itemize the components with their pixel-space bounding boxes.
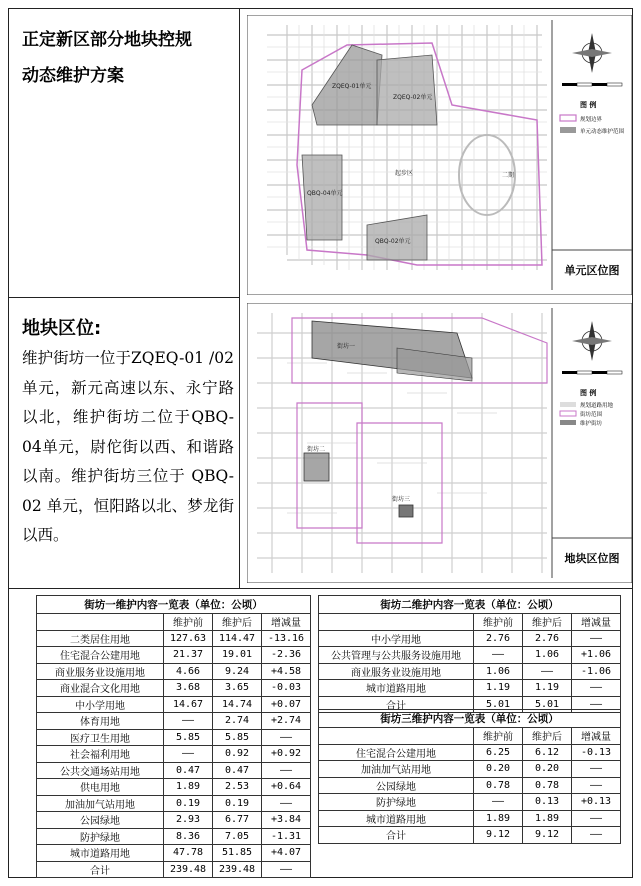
land-use-cell: 体育用地 [37,713,164,730]
page-title [22,22,237,94]
value-cell: +0.64 [262,779,311,796]
value-cell: +4.07 [262,845,311,862]
map2-legend-title: 图 例 [580,389,597,397]
map1-label-qibu: 起步区 [395,170,414,177]
map1-label-zqeq02: ZQEQ-02单元 [393,94,433,101]
value-cell: 3.68 [164,680,213,697]
value-cell: 5.85 [164,729,213,746]
value-cell: 6.77 [213,812,262,829]
table-header-cell: 维护后 [523,614,572,631]
land-use-cell: 供电用地 [37,779,164,796]
value-cell: +1.06 [572,647,621,664]
location-cell [8,298,240,588]
table-row [37,647,311,664]
value-cell: —— [164,746,213,763]
map1-caption: 单元区位图 [564,264,620,277]
value-cell: —— [572,696,621,713]
value-cell: 19.01 [213,647,262,664]
table-row [319,680,621,697]
value-cell: 6.25 [474,744,523,761]
value-cell: 1.19 [523,680,572,697]
value-cell: —— [262,861,311,878]
map2-label-block1: 街坊一 [337,343,356,350]
land-use-cell: 防护绿地 [319,794,474,811]
table-row [37,861,311,878]
value-cell: 2.76 [523,630,572,647]
map1-legend-boundary: 规划边界 [580,117,603,123]
land-use-cell: 加油加气站用地 [37,795,164,812]
table-block-two [318,595,621,713]
value-cell: 2.53 [213,779,262,796]
land-use-cell: 加油加气站用地 [319,761,474,778]
table-row [37,680,311,697]
table-block-one [36,595,311,878]
map2-label-block2: 街坊二 [307,446,326,453]
land-use-cell: 公共管理与公共服务设施用地 [319,647,474,664]
value-cell: 5.01 [523,696,572,713]
location-heading: 地块区位: [22,318,102,339]
value-cell: 9.24 [213,663,262,680]
title-line-2: 动态维护方案 [22,66,124,86]
land-use-cell: 公园绿地 [319,777,474,794]
table-row [319,663,621,680]
land-use-cell: 商业服务业设施用地 [37,663,164,680]
parcel-location-map [247,303,632,583]
table-row [37,696,311,713]
land-use-cell: 公共交通场站用地 [37,762,164,779]
land-use-cell: 住宅混合公建用地 [319,744,474,761]
value-cell: —— [164,713,213,730]
title-line-1: 正定新区部分地块控规 [22,30,192,50]
table-row [319,794,621,811]
value-cell: 14.67 [164,696,213,713]
scale-bar [562,371,622,374]
value-cell: —— [474,794,523,811]
value-cell: -0.03 [262,680,311,697]
value-cell: +2.74 [262,713,311,730]
value-cell: —— [523,663,572,680]
value-cell: —— [572,827,621,844]
land-use-cell: 社会福利用地 [37,746,164,763]
value-cell: —— [262,729,311,746]
land-use-cell: 住宅混合公建用地 [37,647,164,664]
table-row [37,729,311,746]
value-cell: +4.58 [262,663,311,680]
map2-caption: 地块区位图 [564,552,620,565]
value-cell: 9.12 [474,827,523,844]
table-header-cell: 增减量 [262,614,311,631]
value-cell: —— [474,647,523,664]
unit-zqeq-02 [377,55,437,125]
value-cell: 4.66 [164,663,213,680]
unit-qbq-04 [302,155,342,240]
value-cell: —— [572,630,621,647]
value-cell: 0.78 [523,777,572,794]
value-cell: 0.92 [213,746,262,763]
table-caption: 街坊二维护内容一览表（单位：公顷） [319,596,621,614]
value-cell: 1.89 [474,810,523,827]
table-row [37,795,311,812]
table-row [37,779,311,796]
table-row [319,630,621,647]
value-cell: 51.85 [213,845,262,862]
map1-label-erqi: 二期 [502,172,515,179]
table-row [37,845,311,862]
value-cell: 8.36 [164,828,213,845]
value-cell: 0.47 [213,762,262,779]
value-cell: 2.76 [474,630,523,647]
table-header-cell: 增减量 [572,728,621,745]
land-use-cell: 公园绿地 [37,812,164,829]
land-use-cell: 二类居住用地 [37,630,164,647]
table-row [37,713,311,730]
value-cell: 0.20 [523,761,572,778]
table-row [319,777,621,794]
value-cell: —— [262,795,311,812]
value-cell: 127.63 [164,630,213,647]
value-cell: +0.13 [572,794,621,811]
table-caption: 街坊一维护内容一览表（单位：公顷） [37,596,311,614]
value-cell: 0.13 [523,794,572,811]
value-cell: 21.37 [164,647,213,664]
land-use-cell: 合计 [319,696,474,713]
value-cell: 5.85 [213,729,262,746]
land-use-cell: 医疗卫生用地 [37,729,164,746]
map1-label-qbq02: QBQ-02单元 [375,238,411,245]
value-cell: -1.31 [262,828,311,845]
land-use-cell: 城市道路用地 [319,680,474,697]
land-use-cell: 防护绿地 [37,828,164,845]
map2-legend-maintained: 维护街坊 [580,421,603,427]
land-use-cell: 合计 [37,861,164,878]
table-row [37,663,311,680]
value-cell: 239.48 [164,861,213,878]
value-cell: 0.19 [164,795,213,812]
map1-legend-unit: 单元动态维护范围 [580,129,625,135]
value-cell: -1.06 [572,663,621,680]
value-cell: 9.12 [523,827,572,844]
table-header-cell: 维护前 [164,614,213,631]
land-use-cell: 商业混合文化用地 [37,680,164,697]
map1-legend-title: 图 例 [580,101,597,109]
table-header-cell [319,614,474,631]
table-row [319,761,621,778]
table-row [37,828,311,845]
table-header-cell: 维护前 [474,614,523,631]
value-cell: 3.65 [213,680,262,697]
value-cell: —— [262,762,311,779]
table-block-three [318,709,621,844]
value-cell: —— [572,777,621,794]
title-cell [8,8,240,298]
value-cell: 5.01 [474,696,523,713]
unit-location-map [247,15,632,295]
land-use-cell: 合计 [319,827,474,844]
tables-section [8,588,633,878]
table-header-cell: 维护后 [523,728,572,745]
value-cell: 7.05 [213,828,262,845]
table-caption: 街坊三维护内容一览表（单位：公顷） [319,710,621,728]
value-cell: 1.06 [523,647,572,664]
value-cell: —— [572,810,621,827]
land-use-cell: 中小学用地 [319,630,474,647]
land-use-cell: 中小学用地 [37,696,164,713]
table-row [37,630,311,647]
value-cell: -2.36 [262,647,311,664]
value-cell: -13.16 [262,630,311,647]
location-description: 维护街坊一位于ZQEQ-01 /02单元，新元高速以东、永宁路以北，维护街坊二位于QBQ-04单元，尉佗街以西、和谐路以南。维护街坊三位于 QBQ-02 单元，恒阳路以北、梦龙街以西。 [22,349,234,544]
value-cell: 114.47 [213,630,262,647]
value-cell: 1.06 [474,663,523,680]
map1-label-qbq04: QBQ-04单元 [307,190,343,197]
block-two [304,453,329,481]
value-cell: 6.12 [523,744,572,761]
table-row [319,744,621,761]
value-cell: 0.19 [213,795,262,812]
table-row [319,810,621,827]
value-cell: +3.84 [262,812,311,829]
table-row [37,762,311,779]
value-cell: 1.19 [474,680,523,697]
table-row [37,812,311,829]
value-cell: 1.89 [523,810,572,827]
value-cell: —— [572,761,621,778]
block-three [399,505,413,517]
table-header-cell [37,614,164,631]
value-cell: 2.93 [164,812,213,829]
table-row [319,647,621,664]
table-header-cell [319,728,474,745]
map1-label-zqeq01: ZQEQ-01单元 [332,83,372,90]
value-cell: +0.92 [262,746,311,763]
map2-legend-block: 街坊范围 [580,412,603,418]
map2-label-block3: 街坊三 [392,496,411,503]
value-cell: 0.78 [474,777,523,794]
table-row [319,827,621,844]
value-cell: -0.13 [572,744,621,761]
value-cell: 1.89 [164,779,213,796]
value-cell: 0.20 [474,761,523,778]
scale-bar [562,83,622,86]
value-cell: 14.74 [213,696,262,713]
table-row [37,746,311,763]
value-cell: 47.78 [164,845,213,862]
land-use-cell: 商业服务业设施用地 [319,663,474,680]
table-header-cell: 维护前 [474,728,523,745]
value-cell: 2.74 [213,713,262,730]
table-header-cell: 增减量 [572,614,621,631]
map2-legend-road: 规划道路用地 [580,403,614,409]
land-use-cell: 城市道路用地 [319,810,474,827]
value-cell: +0.07 [262,696,311,713]
table-header-cell: 维护后 [213,614,262,631]
land-use-cell: 城市道路用地 [37,845,164,862]
value-cell: 239.48 [213,861,262,878]
value-cell: 0.47 [164,762,213,779]
value-cell: —— [572,680,621,697]
